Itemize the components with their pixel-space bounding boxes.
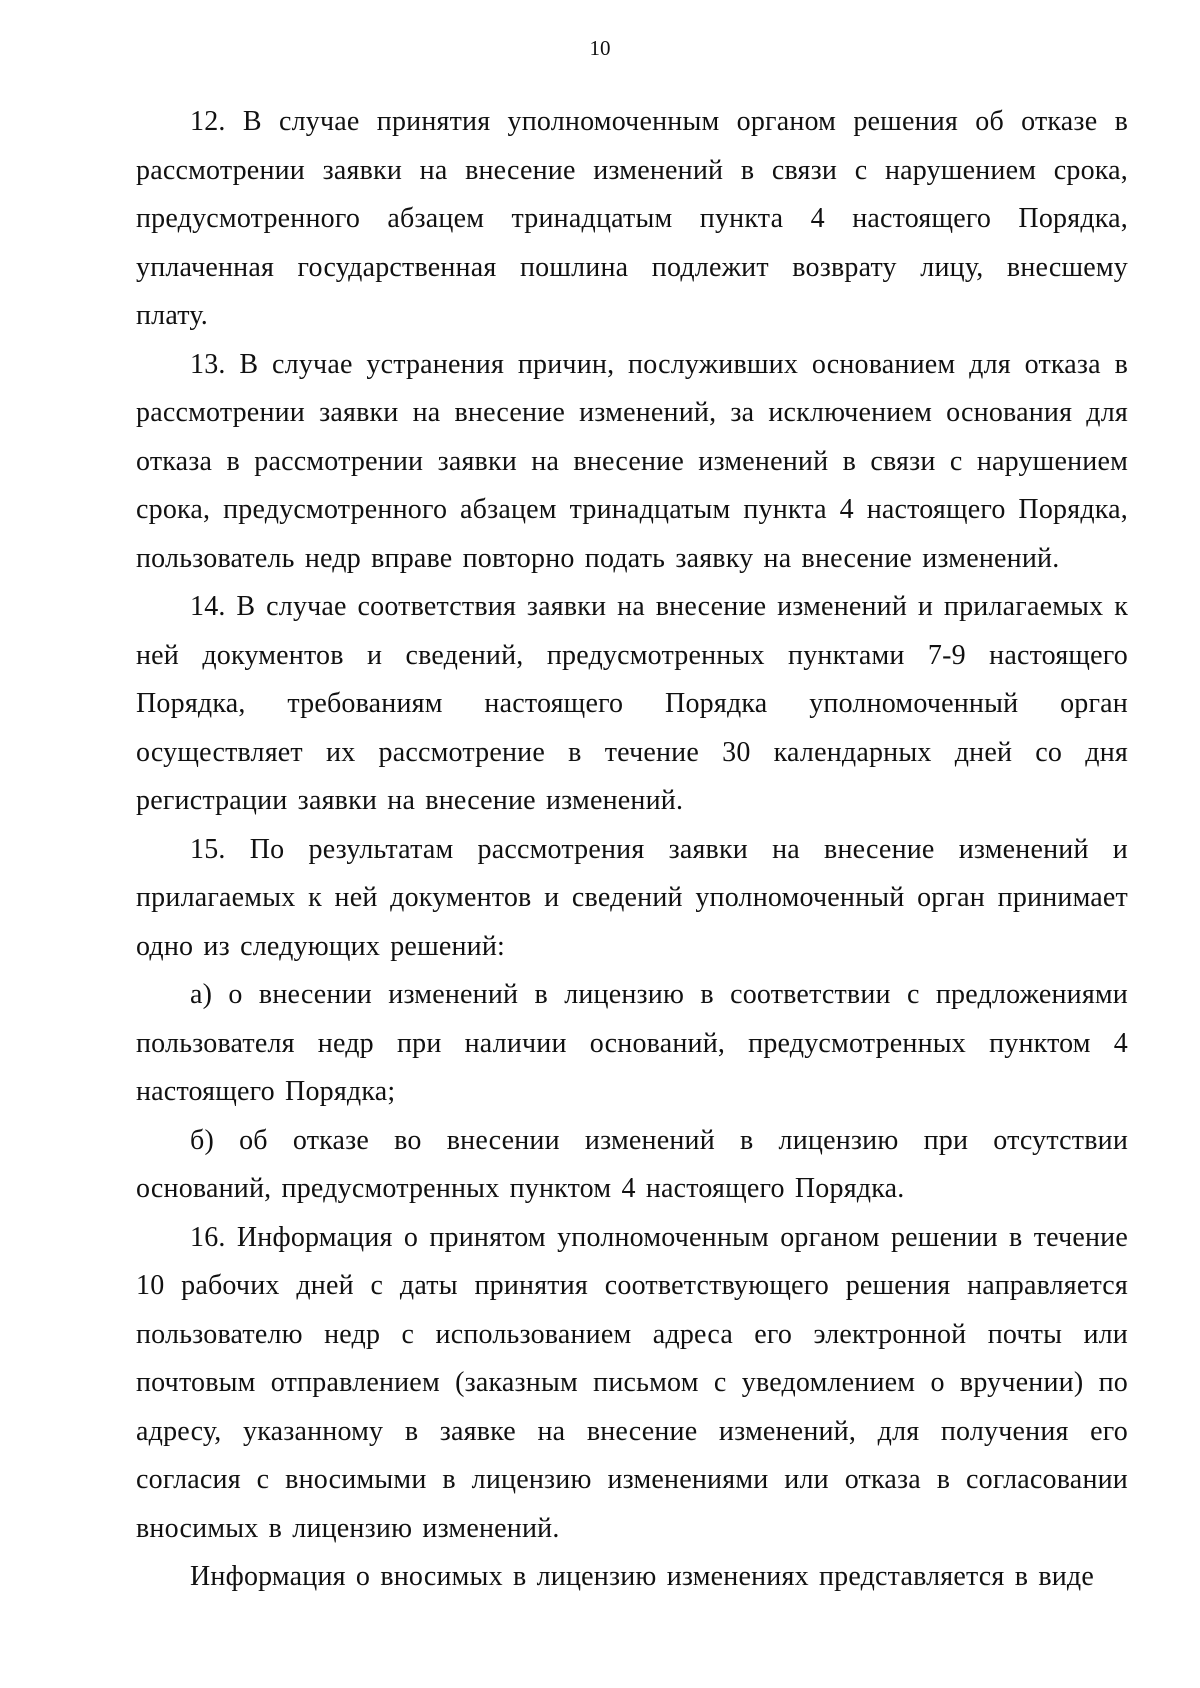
paragraph-12: 12. В случае принятия уполномоченным органом решения об отказе в рассмотрении заявки на внесение изменений в связи с нарушением срока, предусмотренного абзацем тринадцатым пункта 4 настоящего Порядка, уплаченная государственная пошлина подлежит возврату лицу, внесшему плату. bbox=[136, 106, 1128, 331]
paragraph-16: 16. Информация о принятом уполномоченным органом решении в течение 10 рабочих дней с даты принятия соответствующего решения направляется пользователю недр с использованием адреса его электронной почты или почтовым отправлением (заказным письмом с уведомлением о вручении) по адресу, указанному в заявке на внесение изменений, для получения его согласия с вносимыми в лицензию изменениями или отказа в согласовании вносимых в лицензию изменений. bbox=[136, 1221, 1128, 1544]
paragraph-15-b: б) об отказе во внесении изменений в лицензию при отсутствии оснований, предусмотренных пунктом 4 настоящего Порядка. bbox=[136, 1124, 1128, 1204]
page-number: 10 bbox=[589, 36, 611, 60]
paragraph-15-a: а) о внесении изменений в лицензию в соответствии с предложениями пользователя недр при наличии оснований, предусмотренных пунктом 4 настоящего Порядка; bbox=[136, 979, 1128, 1107]
document-body bbox=[136, 98, 1128, 1602]
paragraph-16-continuation: Информация о вносимых в лицензию изменениях представляется в виде bbox=[190, 1561, 1095, 1592]
paragraph-14: 14. В случае соответствия заявки на внесение изменений и прилагаемых к ней документов и сведений, предусмотренных пунктами 7-9 настоящего Порядка, требованиям настоящего Порядка уполномоченный орган осуществляет их рассмотрение в течение 30 календарных дней со дня регистрации заявки на внесение изменений. bbox=[136, 591, 1128, 816]
paragraph-13: 13. В случае устранения причин, послуживших основанием для отказа в рассмотрении заявки на внесение изменений, за исключением основания для отказа в рассмотрении заявки на внесение изменений в связи с нарушением срока, предусмотренного абзацем тринадцатым пункта 4 настоящего Порядка, пользователь недр вправе повторно подать заявку на внесение изменений. bbox=[136, 348, 1128, 574]
paragraph-15: 15. По результатам рассмотрения заявки на внесение изменений и прилагаемых к ней документов и сведений уполномоченный орган принимает одно из следующих решений: bbox=[136, 833, 1128, 962]
